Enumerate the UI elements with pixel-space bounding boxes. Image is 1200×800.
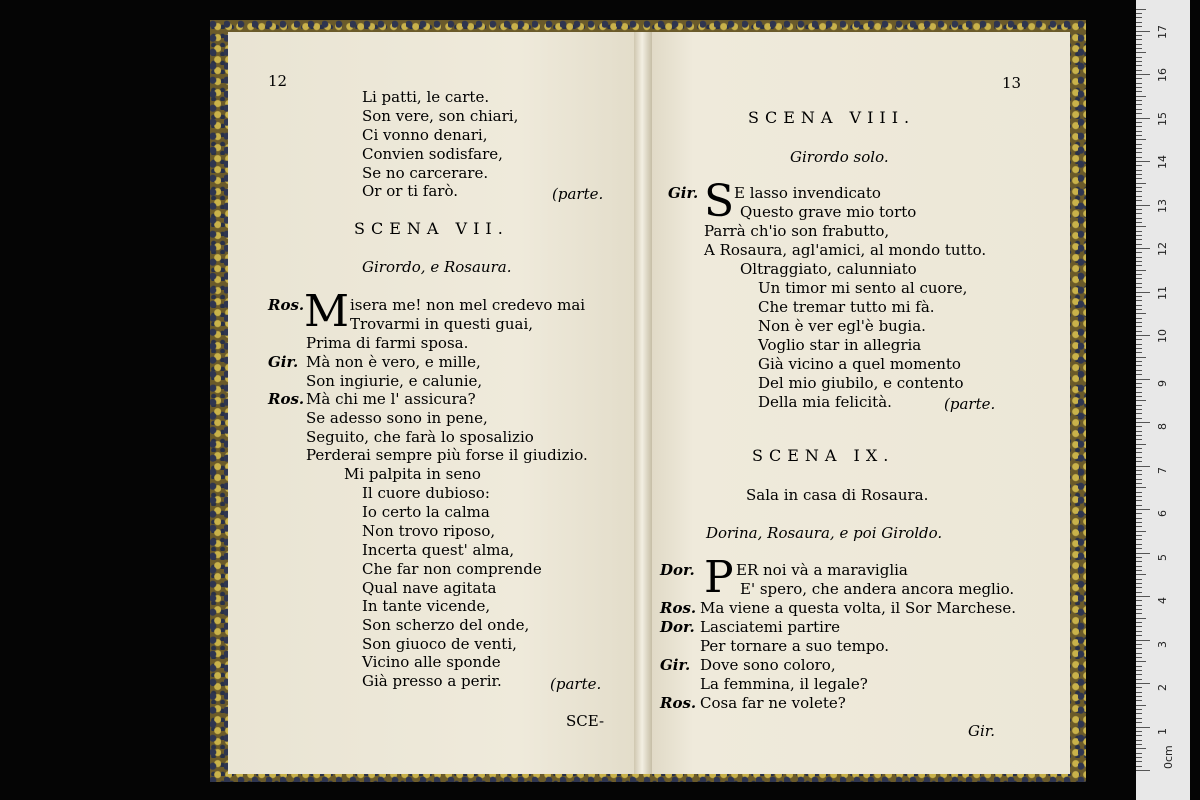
ruler-tick: [1136, 74, 1150, 75]
ruler-tick: [1136, 331, 1142, 332]
dialogue-line: Ma viene a questa volta, il Sor Marchese.: [700, 599, 1016, 617]
speaker-label: Ros.: [268, 390, 305, 408]
ruler-tick: [1136, 231, 1142, 232]
ruler-tick: [1136, 78, 1142, 79]
ruler-tick: [1136, 553, 1150, 554]
dialogue-line: E lasso invendicato: [734, 184, 881, 202]
ruler-tick: [1136, 235, 1142, 236]
dialogue-line: Non trovo riposo,: [362, 522, 496, 540]
ruler-tick: [1136, 300, 1142, 301]
ruler-tick: [1136, 531, 1146, 532]
measurement-ruler: [1136, 0, 1190, 800]
ruler-unit: 0cm: [1162, 745, 1175, 769]
ruler-tick: [1136, 374, 1142, 375]
ruler-tick: [1136, 448, 1142, 449]
verse-line: Or or ti farò.: [362, 182, 458, 200]
dialogue-line: Della mia felicità.: [758, 393, 892, 411]
ruler-tick: [1136, 722, 1142, 723]
dialogue-line: Seguito, che farà lo sposalizio: [306, 428, 534, 446]
dialogue-line: Perderai sempre più forse il giudizio.: [306, 446, 588, 464]
ruler-tick: [1136, 31, 1150, 32]
ruler-tick: [1136, 87, 1142, 88]
ruler-tick: [1136, 670, 1142, 671]
ruler-tick: [1136, 483, 1142, 484]
book-gutter: [634, 32, 652, 774]
ruler-number: 16: [1156, 68, 1169, 82]
dialogue-line: isera me! non mel credevo mai: [350, 296, 586, 314]
ruler-tick: [1136, 392, 1142, 393]
ruler-tick: [1136, 548, 1142, 549]
ruler-tick: [1136, 17, 1142, 18]
ruler-tick: [1136, 305, 1142, 306]
catchword: Gir.: [968, 722, 996, 740]
ruler-tick: [1136, 222, 1142, 223]
ruler-tick: [1136, 318, 1142, 319]
ruler-tick: [1136, 278, 1142, 279]
dialogue-line: Qual nave agitata: [362, 579, 497, 597]
ruler-tick: [1136, 165, 1142, 166]
dialogue-line: Per tornare a suo tempo.: [700, 637, 890, 655]
dialogue-line: Cosa far ne volete?: [700, 694, 846, 712]
ruler-tick: [1136, 292, 1150, 293]
speaker-label: Ros.: [660, 694, 697, 712]
scene-characters: Dorina, Rosaura, e poi Giroldo.: [706, 524, 943, 542]
ruler-number: 11: [1156, 285, 1169, 300]
catchword: SCE-: [566, 712, 605, 730]
dialogue-line: Mi palpita in seno: [344, 465, 481, 483]
ruler-tick: [1136, 544, 1142, 545]
ruler-tick: [1136, 605, 1142, 606]
ruler-tick: [1136, 735, 1142, 736]
ruler-number: 15: [1156, 111, 1169, 126]
ruler-number: 6: [1156, 510, 1169, 517]
ruler-tick: [1136, 500, 1142, 501]
dialogue-line: Questo grave mio torto: [740, 203, 917, 221]
ruler-tick: [1136, 348, 1142, 349]
ruler-tick: [1136, 178, 1142, 179]
ruler-tick: [1136, 100, 1142, 101]
ruler-tick: [1136, 265, 1142, 266]
ruler-tick: [1136, 261, 1142, 262]
ruler-tick: [1136, 361, 1142, 362]
dialogue-line: Non è ver egl'è bugia.: [758, 317, 926, 335]
stage-direction: (parte.: [944, 395, 996, 413]
scene-subtitle: Girordo, e Rosaura.: [362, 258, 512, 276]
verse-line: Son vere, son chiari,: [362, 107, 519, 125]
ruler-tick: [1136, 457, 1142, 458]
dialogue-line: In tante vicende,: [362, 597, 491, 615]
ruler-tick: [1136, 61, 1142, 62]
ruler-tick: [1136, 226, 1146, 227]
ruler-tick: [1136, 57, 1142, 58]
ruler-tick: [1136, 474, 1142, 475]
ruler-tick: [1136, 26, 1142, 27]
ruler-tick: [1136, 661, 1146, 662]
ruler-number: 8: [1156, 423, 1169, 430]
ruler-tick: [1136, 313, 1146, 314]
ruler-number: 13: [1156, 198, 1169, 213]
speaker-label: Ros.: [268, 296, 305, 314]
ruler-tick: [1136, 518, 1142, 519]
ruler-tick: [1136, 270, 1146, 271]
ruler-tick: [1136, 753, 1142, 754]
verse-line: Convien sodisfare,: [362, 145, 503, 163]
drop-capital: P: [704, 552, 734, 603]
ruler-tick: [1136, 452, 1142, 453]
stage-direction: (parte.: [552, 185, 604, 203]
dialogue-line: Incerta quest' alma,: [362, 541, 515, 559]
ruler-tick: [1136, 35, 1142, 36]
ruler-tick: [1136, 196, 1142, 197]
dialogue-line: Lasciatemi partire: [700, 618, 841, 636]
ruler-tick: [1136, 692, 1142, 693]
ruler-tick: [1136, 161, 1150, 162]
ruler-tick: [1136, 283, 1142, 284]
ruler-tick: [1136, 648, 1142, 649]
ruler-tick: [1136, 352, 1142, 353]
ruler-tick: [1136, 492, 1142, 493]
ruler-tick: [1136, 183, 1146, 184]
ruler-tick: [1136, 9, 1146, 10]
ruler-tick: [1136, 592, 1142, 593]
ruler-tick: [1136, 139, 1146, 140]
ruler-tick: [1136, 640, 1150, 641]
ruler-tick: [1136, 152, 1142, 153]
ruler-tick: [1136, 761, 1142, 762]
verse-line: Ci vonno denari,: [362, 126, 488, 144]
ruler-tick: [1136, 687, 1142, 688]
ruler-tick: [1136, 400, 1146, 401]
ruler-tick: [1136, 52, 1146, 53]
ruler-number: 12: [1156, 242, 1169, 256]
speaker-label: Ros.: [660, 599, 697, 617]
ruler-tick: [1136, 39, 1142, 40]
ruler-tick: [1136, 405, 1142, 406]
ruler-tick: [1136, 296, 1142, 297]
ruler-tick: [1136, 770, 1150, 771]
dialogue-line: La femmina, il legale?: [700, 675, 868, 693]
ruler-tick: [1136, 461, 1142, 462]
dialogue-line: Il cuore dubioso:: [362, 484, 490, 502]
ruler-tick: [1136, 683, 1150, 684]
dialogue-line: Mà chi me l' assicura?: [306, 390, 476, 408]
ruler-tick: [1136, 309, 1142, 310]
ruler-tick: [1136, 426, 1142, 427]
dialogue-line: Trovarmi in questi guai,: [350, 315, 534, 333]
scene-heading: SCENA IX.: [752, 446, 895, 465]
stage-direction: (parte.: [550, 675, 602, 693]
ruler-tick: [1136, 244, 1142, 245]
dialogue-line: E' spero, che andera ancora meglio.: [740, 580, 1015, 598]
ruler-tick: [1136, 144, 1142, 145]
ruler-tick: [1136, 287, 1142, 288]
ruler-tick: [1136, 131, 1142, 132]
ruler-tick: [1136, 44, 1142, 45]
ruler-tick: [1136, 126, 1142, 127]
ruler-tick: [1136, 526, 1142, 527]
ruler-tick: [1136, 713, 1142, 714]
ruler-tick: [1136, 104, 1142, 105]
verse-line: Li patti, le carte.: [362, 88, 490, 106]
drop-capital: S: [704, 176, 735, 227]
ruler-tick: [1136, 13, 1142, 14]
ruler-number: 4: [1156, 597, 1169, 604]
dialogue-line: Son ingiurie, e calunie,: [306, 372, 483, 390]
ruler-tick: [1136, 487, 1146, 488]
dialogue-line: Son scherzo del onde,: [362, 616, 530, 634]
ruler-tick: [1136, 626, 1142, 627]
ruler-tick: [1136, 696, 1142, 697]
ruler-tick: [1136, 618, 1146, 619]
dialogue-line: Del mio giubilo, e contento: [758, 374, 964, 392]
speaker-label: Dor.: [660, 561, 695, 579]
ruler-tick: [1136, 248, 1150, 249]
ruler-tick: [1136, 396, 1142, 397]
ruler-tick: [1136, 727, 1150, 728]
ruler-tick: [1136, 600, 1142, 601]
ruler-number: 9: [1156, 379, 1169, 387]
ruler-tick: [1136, 379, 1150, 380]
ruler-tick: [1136, 48, 1142, 49]
ruler-tick: [1136, 522, 1142, 523]
ruler-tick: [1136, 174, 1142, 175]
ruler-tick: [1136, 470, 1142, 471]
scene-heading: SCENA VII.: [354, 219, 509, 238]
ruler-tick: [1136, 422, 1150, 423]
scene-subtitle: Girordo solo.: [790, 148, 889, 166]
dialogue-line: Voglio star in allegria: [758, 336, 922, 354]
ruler-number: 17: [1156, 24, 1169, 39]
ruler-tick: [1136, 239, 1142, 240]
ruler-tick: [1136, 122, 1142, 123]
dialogue-line: Se adesso sono in pene,: [306, 409, 488, 427]
ruler-tick: [1136, 509, 1150, 510]
dialogue-line: Un timor mi sento al cuore,: [758, 279, 968, 297]
ruler-tick: [1136, 157, 1142, 158]
ruler-tick: [1136, 479, 1142, 480]
ruler-tick: [1136, 113, 1142, 114]
dialogue-line: A Rosaura, agl'amici, al mondo tutto.: [704, 241, 987, 259]
ruler-tick: [1136, 274, 1142, 275]
ruler-tick: [1136, 339, 1142, 340]
ruler-tick: [1136, 709, 1142, 710]
dialogue-line: Già vicino a quel momento: [758, 355, 961, 373]
scene-place: Sala in casa di Rosaura.: [746, 486, 929, 504]
ruler-tick: [1136, 635, 1142, 636]
ruler-tick: [1136, 431, 1142, 432]
dialogue-line: Io certo la calma: [362, 503, 490, 521]
ruler-tick: [1136, 370, 1142, 371]
ruler-tick: [1136, 700, 1142, 701]
ruler-tick: [1136, 609, 1142, 610]
ruler-tick: [1136, 631, 1142, 632]
ruler-number: 3: [1156, 640, 1169, 648]
ruler-tick: [1136, 674, 1142, 675]
dialogue-line: Son giuoco de venti,: [362, 635, 517, 653]
ruler-tick: [1136, 566, 1142, 567]
ruler-tick: [1136, 218, 1142, 219]
ruler-tick: [1136, 587, 1142, 588]
ruler-tick: [1136, 466, 1150, 467]
dialogue-line: Mà non è vero, e mille,: [306, 353, 481, 371]
ruler-tick: [1136, 148, 1142, 149]
ruler-tick: [1136, 65, 1142, 66]
ruler-tick: [1136, 657, 1142, 658]
ruler-tick: [1136, 748, 1146, 749]
ruler-tick: [1136, 731, 1142, 732]
dialogue-line: Parrà ch'io son frabutto,: [704, 222, 890, 240]
ruler-tick: [1136, 409, 1142, 410]
ruler-tick: [1136, 579, 1142, 580]
ruler-tick: [1136, 718, 1142, 719]
ruler-tick: [1136, 205, 1150, 206]
ruler-tick: [1136, 539, 1142, 540]
ruler-number: 14: [1156, 155, 1169, 169]
ruler-tick: [1136, 91, 1142, 92]
verse-line: Se no carcerare.: [362, 164, 489, 182]
ruler-tick: [1136, 213, 1142, 214]
dialogue-line: Già presso a perir.: [362, 672, 502, 690]
dialogue-line: Vicino alle sponde: [362, 653, 501, 671]
ruler-tick: [1136, 557, 1142, 558]
ruler-tick: [1136, 766, 1142, 767]
ruler-tick: [1136, 439, 1142, 440]
ruler-tick: [1136, 705, 1146, 706]
dialogue-line: Che tremar tutto mi fà.: [758, 298, 935, 316]
ruler-tick: [1136, 96, 1146, 97]
dialogue-line: Prima di farmi sposa.: [306, 334, 469, 352]
scene-heading: SCENA VIII.: [748, 108, 916, 127]
ruler-number: 1: [1156, 727, 1169, 735]
ruler-tick: [1136, 252, 1142, 253]
ruler-tick: [1136, 496, 1142, 497]
page-number-left: 12: [268, 72, 288, 90]
ruler-tick: [1136, 574, 1146, 575]
ruler-tick: [1136, 744, 1142, 745]
ruler-tick: [1136, 570, 1142, 571]
ruler-tick: [1136, 666, 1142, 667]
dialogue-line: ER noi và a maraviglia: [736, 561, 908, 579]
ruler-number: 2: [1156, 684, 1169, 691]
ruler-tick: [1136, 444, 1146, 445]
ruler-tick: [1136, 344, 1142, 345]
ruler-tick: [1136, 335, 1150, 336]
dialogue-line: Oltraggiato, calunniato: [740, 260, 917, 278]
speaker-label: Dor.: [660, 618, 695, 636]
ruler-tick: [1136, 209, 1142, 210]
ruler-tick: [1136, 740, 1142, 741]
ruler-tick: [1136, 757, 1142, 758]
ruler-number: 5: [1156, 553, 1169, 561]
ruler-tick: [1136, 535, 1142, 536]
ruler-tick: [1136, 644, 1142, 645]
ruler-tick: [1136, 622, 1142, 623]
ruler-tick: [1136, 613, 1142, 614]
ruler-tick: [1136, 83, 1142, 84]
ruler-tick: [1136, 257, 1142, 258]
speaker-label: Gir.: [668, 184, 699, 202]
ruler-number: 10: [1156, 329, 1169, 343]
ruler-tick: [1136, 653, 1142, 654]
ruler-tick: [1136, 365, 1142, 366]
ruler-tick: [1136, 326, 1142, 327]
ruler-tick: [1136, 357, 1146, 358]
ruler-tick: [1136, 413, 1142, 414]
ruler-tick: [1136, 200, 1142, 201]
ruler-tick: [1136, 513, 1142, 514]
drop-capital: M: [304, 286, 350, 337]
ruler-tick: [1136, 322, 1142, 323]
ruler-tick: [1136, 387, 1142, 388]
dialogue-line: Che far non comprende: [362, 560, 542, 578]
ruler-tick: [1136, 170, 1142, 171]
ruler-tick: [1136, 583, 1142, 584]
ruler-tick: [1136, 22, 1142, 23]
ruler-tick: [1136, 505, 1142, 506]
ruler-tick: [1136, 679, 1142, 680]
ruler-tick: [1136, 70, 1142, 71]
ruler-tick: [1136, 561, 1142, 562]
dialogue-line: Dove sono coloro,: [700, 656, 836, 674]
ruler-tick: [1136, 187, 1142, 188]
ruler-tick: [1136, 418, 1142, 419]
ruler-tick: [1136, 435, 1142, 436]
ruler-tick: [1136, 118, 1150, 119]
speaker-label: Gir.: [660, 656, 691, 674]
ruler-number: 7: [1156, 466, 1169, 474]
ruler-tick: [1136, 135, 1142, 136]
ruler-tick: [1136, 383, 1142, 384]
ruler-tick: [1136, 596, 1150, 597]
ruler-tick: [1136, 109, 1142, 110]
page-number-right: 13: [1002, 74, 1022, 92]
speaker-label: Gir.: [268, 353, 299, 371]
ruler-tick: [1136, 191, 1142, 192]
